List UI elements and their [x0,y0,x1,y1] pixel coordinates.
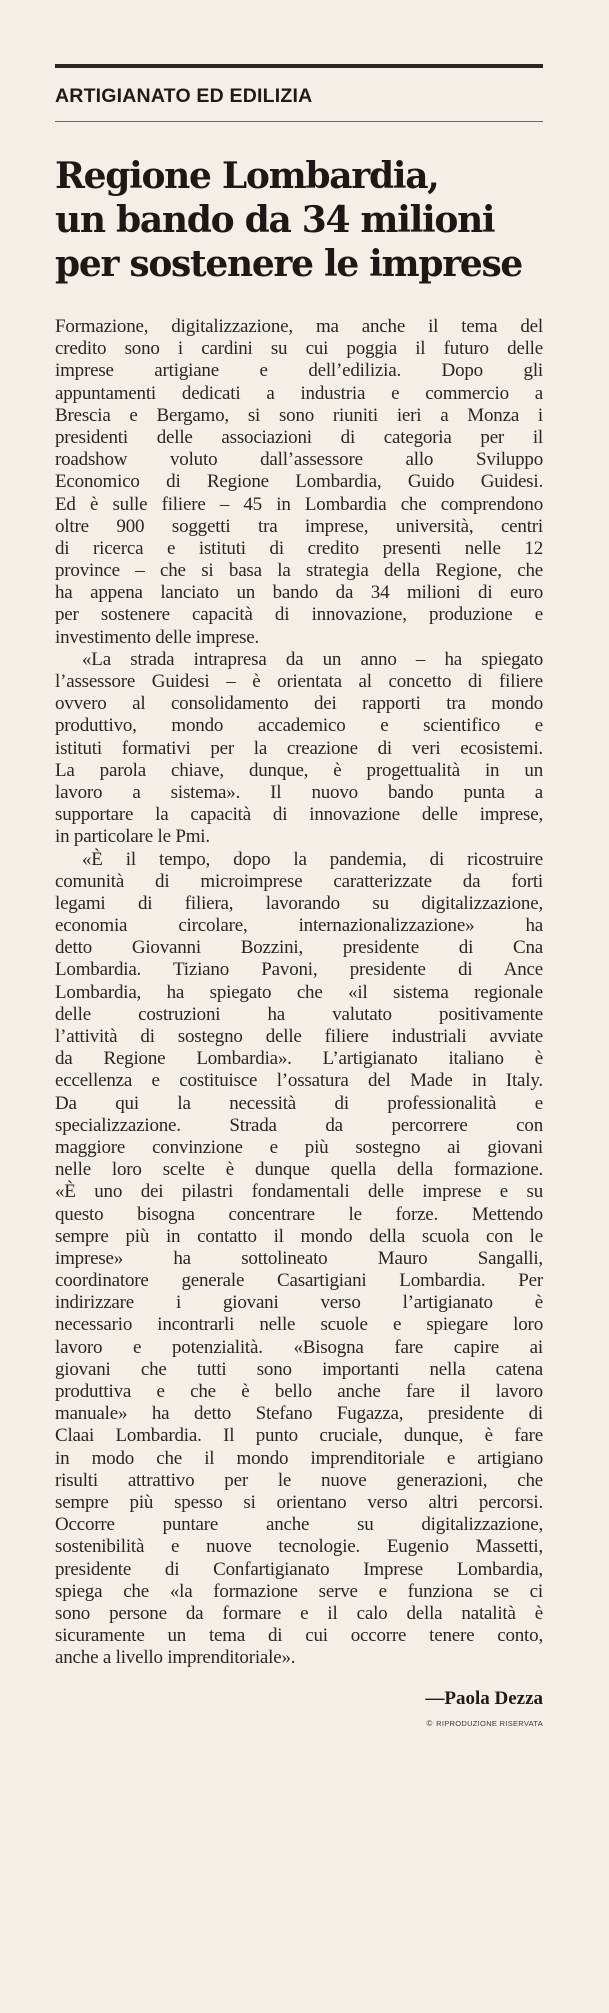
body-line: sempre più spesso si orientano verso altri percorsi. [55,1491,543,1513]
body-line: Ed è sulle filiere – 45 in Lombardia che comprendono [55,493,543,515]
headline-line: Regione Lombardia, [55,155,439,197]
body-line: legami di filiera, lavorando su digitalizzazione, [55,892,543,914]
body-line: Brescia e Bergamo, si sono riuniti ieri a Monza i [55,404,543,426]
headline-line: un bando da 34 milioni [55,199,495,241]
body-line: produttivo, mondo accademico e scientifico e [55,715,543,737]
body-line: «La strada intrapresa da un anno – ha spiegato [82,648,543,670]
body-line: produttiva e che è bello anche fare il lavoro [55,1381,543,1402]
body-line: Economico di Regione Lombardia, Guido Guidesi. [55,471,543,493]
article-body [55,316,543,1669]
body-line: ovvero al consolidamento dei rapporti tra mondo [55,693,543,715]
author-byline: —Paola Dezza [425,1688,543,1710]
body-line: indirizzare i giovani verso l’artigianato è [55,1292,543,1314]
body-line: in particolare le Pmi. [55,826,210,848]
body-line: Occorre puntare anche su digitalizzazione, [55,1514,543,1536]
body-line: «È il tempo, dopo la pandemia, di ricostruire [82,848,543,870]
body-line: di ricerca e istituti di credito presenti nelle 12 [55,537,543,559]
body-line: presidente di Confartigianato Imprese Lombardia, [55,1558,543,1580]
body-line: necessario incontrarli nelle scuole e spiegare loro [55,1314,543,1336]
copyright-icon: © [426,1719,433,1729]
body-line: in modo che il mondo imprenditoriale e artigiano [55,1447,543,1469]
body-line: lavoro a sistema». Il nuovo bando punta a [55,781,543,803]
body-line: nelle loro scelte è dunque quella della formazione. [55,1159,543,1181]
body-line: per sostenere capacità di innovazione, produzione e [55,604,543,626]
body-line: presidenti delle associazioni di categoria per il [55,426,543,448]
body-line: supportare la capacità di innovazione delle imprese, [55,804,543,826]
headline-line: per sostenere le imprese [55,243,523,285]
body-line: credito sono i cardini su cui poggia il futuro delle [55,338,543,360]
body-line: specializzazione. Strada da percorrere con [55,1114,543,1136]
body-line: manuale» ha detto Stefano Fugazza, presidente di [55,1403,543,1425]
body-line: giovani che tutti sono importanti nella catena [55,1358,543,1380]
body-line: sicuramente un tema di cui occorre tenere conto, [55,1625,543,1647]
section-divider [55,121,543,122]
body-line: spiega che «la formazione serve e funziona se ci [55,1580,543,1602]
body-line: eccellenza e costituisce l’ossatura del Made in Italy. [55,1070,543,1092]
body-line: Da qui la necessità di professionalità e [55,1092,543,1114]
body-line: detto Giovanni Bozzini, presidente di Cna [55,937,543,959]
body-line: l’attività di sostegno delle filiere industriali avviate [55,1026,543,1047]
body-line: province – che si basa la strategia della Regione, che [55,560,543,582]
body-line: appuntamenti dedicati a industria e commercio a [55,382,543,404]
copyright-notice [55,1719,543,1728]
body-line: sono persone da formare e il calo della natalità è [55,1602,543,1624]
body-line: Lombardia. Tiziano Pavoni, presidente di Ance [55,959,543,981]
body-line: questo bisogna concentrare le forze. Mettendo [55,1203,543,1225]
body-line: sempre più in contatto il mondo della scuola con le [55,1225,543,1247]
body-line: comunità di microimprese caratterizzate da forti [55,870,543,892]
section-label: ARTIGIANATO ED EDILIZIA [55,85,313,107]
body-line: imprese artigiane e dell’edilizia. Dopo gli [55,360,543,382]
body-line: roadshow voluto dall’assessore allo Sviluppo [55,449,543,471]
body-line: sostenibilità e nuove tecnologie. Eugenio Massetti, [55,1536,543,1558]
body-line: coordinatore generale Casartigiani Lombardia. Per [55,1270,543,1292]
copyright-text: RIPRODUZIONE RISERVATA [436,1719,543,1729]
article [55,64,543,1728]
body-line: da Regione Lombardia». L’artigianato italiano è [55,1048,543,1070]
body-line: maggiore convinzione e più sostegno ai giovani [55,1136,543,1158]
body-line: Formazione, digitalizzazione, ma anche il tema del [55,316,543,337]
headline [55,154,543,286]
body-line: delle costruzioni ha valutato positivamente [55,1003,543,1025]
body-line: imprese» ha sottolineato Mauro Sangalli, [55,1247,543,1269]
body-line: risulti attrattivo per le nuove generazioni, che [55,1469,543,1491]
body-line: lavoro e potenzialità. «Bisogna fare capire ai [55,1336,543,1358]
body-line: La parola chiave, dunque, è progettualità in un [55,759,543,781]
body-line: Lombardia, ha spiegato che «il sistema regionale [55,981,543,1003]
body-line: ha appena lanciato un bando da 34 milioni di euro [55,582,543,604]
body-line: l’assessore Guidesi – è orientata al concetto di filiere [55,671,543,692]
body-line: economia circolare, internazionalizzazione» ha [55,915,543,937]
body-line: «È uno dei pilastri fondamentali delle imprese e su [55,1181,543,1203]
body-line: investimento delle imprese. [55,626,260,648]
body-line: oltre 900 soggetti tra imprese, università, centri [55,515,543,537]
body-line: Claai Lombardia. Il punto cruciale, dunque, è fare [55,1425,543,1447]
body-line: istituti formativi per la creazione di veri ecosistemi. [55,737,543,759]
body-line: anche a livello imprenditoriale». [55,1647,296,1669]
